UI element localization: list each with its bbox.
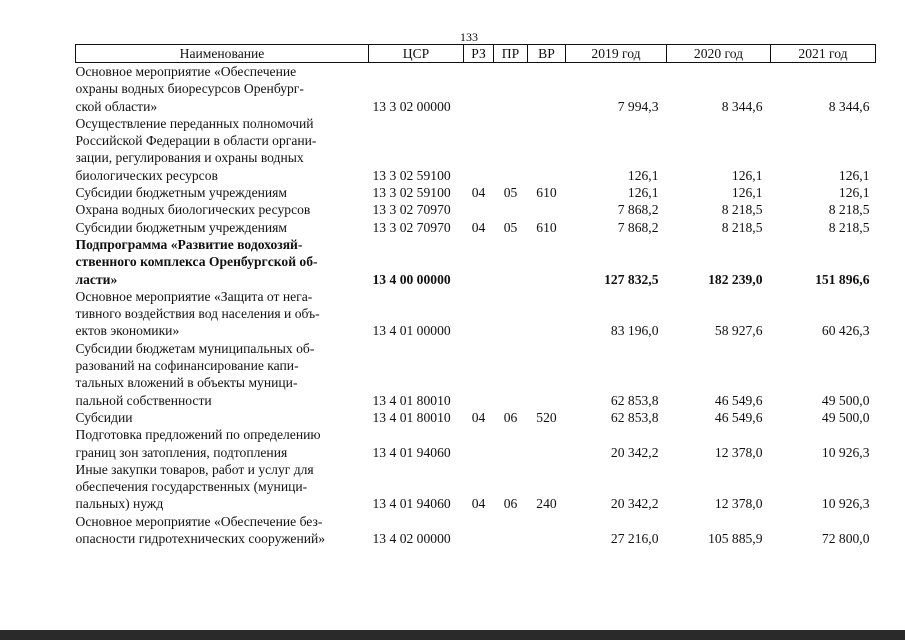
cell-rz: 04 <box>471 185 486 201</box>
header-csr: ЦСР <box>369 45 464 63</box>
cell-2019: 126,1 <box>627 185 659 201</box>
table-row <box>76 63 876 115</box>
table-row <box>76 115 876 184</box>
cell-rz <box>464 236 494 288</box>
cell-name: Основное мероприятие «Обеспечение без- опасности гидротехнических сооружений» <box>75 513 326 547</box>
table-row <box>76 409 876 426</box>
table-row <box>76 288 876 340</box>
cell-2020: 105 885,9 <box>708 531 763 547</box>
budget-table <box>75 44 876 547</box>
cell-2021: 8 218,5 <box>828 219 870 235</box>
cell-vr <box>528 426 566 461</box>
cell-2021: 126,1 <box>838 167 870 183</box>
header-2021: 2021 год <box>771 45 876 63</box>
cell-2021: 60 426,3 <box>821 323 870 339</box>
cell-pr: 06 <box>503 409 518 425</box>
cell-rz <box>464 513 494 548</box>
table-row <box>76 513 876 548</box>
cell-name: Основное мероприятие «Защита от нега- тивного воздействия вод населения и объ- ектов экономики» <box>75 288 320 339</box>
table-row <box>76 461 876 513</box>
header-2019: 2019 год <box>566 45 667 63</box>
cell-pr <box>494 340 528 409</box>
table-row <box>76 340 876 409</box>
cell-name: Осуществление переданных полномочий Российской Федерации в области органи- зации, регулирования и охраны водных биологических ресурсов <box>75 115 317 183</box>
cell-2021: 126,1 <box>838 185 870 201</box>
cell-csr: 13 3 02 00000 <box>372 98 451 114</box>
header-vr: ВР <box>528 45 566 63</box>
cell-rz: 04 <box>471 219 486 235</box>
cell-csr: 13 4 01 00000 <box>372 323 451 339</box>
cell-2020: 126,1 <box>731 167 763 183</box>
header-pr: ПР <box>494 45 528 63</box>
cell-vr: 240 <box>536 496 557 512</box>
cell-name: Субсидии бюджетам муниципальных об- разований на софинансирование капи- тальных вложений в объекты муници- пальной собственности <box>75 340 315 408</box>
page-number: 133 <box>460 30 478 44</box>
cell-2020: 12 378,0 <box>714 444 763 460</box>
cell-name: Субсидии бюджетным учреждениям <box>75 185 288 201</box>
cell-vr <box>528 63 566 115</box>
cell-name: Субсидии бюджетным учреждениям <box>75 219 288 235</box>
table-row <box>76 426 876 461</box>
cell-2021: 10 926,3 <box>821 444 870 460</box>
cell-vr: 610 <box>536 185 557 201</box>
cell-2020: 182 239,0 <box>708 271 763 287</box>
cell-2019: 62 853,8 <box>610 392 659 408</box>
cell-csr: 13 4 01 94060 <box>372 444 451 460</box>
header-name: Наименование <box>76 45 369 63</box>
cell-name: Подготовка предложений по определению границ зон затопления, подтопления <box>75 427 321 460</box>
cell-2021: 49 500,0 <box>821 392 870 408</box>
cell-csr: 13 3 02 59100 <box>372 185 451 201</box>
cell-csr: 13 4 02 00000 <box>372 531 451 547</box>
cell-2021: 151 896,6 <box>815 271 870 287</box>
cell-2019: 20 342,2 <box>610 496 659 512</box>
cell-2020: 126,1 <box>731 185 763 201</box>
scan-edge <box>0 630 905 640</box>
cell-csr: 13 4 01 94060 <box>372 496 451 512</box>
cell-2019: 127 832,5 <box>604 271 659 287</box>
cell-rz: 04 <box>471 496 486 512</box>
cell-pr <box>494 236 528 288</box>
cell-name: Подпрограмма «Развитие водохозяй- ственного комплекса Оренбургской об- ласти» <box>75 236 318 287</box>
table-row <box>76 219 876 236</box>
cell-vr <box>528 288 566 340</box>
cell-2020: 8 344,6 <box>721 98 763 114</box>
cell-vr <box>528 236 566 288</box>
cell-pr <box>494 426 528 461</box>
cell-vr: 610 <box>536 219 557 235</box>
cell-rz <box>464 115 494 184</box>
cell-csr: 13 4 00 00000 <box>372 271 451 287</box>
cell-pr <box>494 201 528 218</box>
cell-2021: 8 344,6 <box>828 98 870 114</box>
cell-pr: 05 <box>503 185 518 201</box>
cell-csr: 13 4 01 80010 <box>372 392 451 408</box>
cell-2019: 83 196,0 <box>610 323 659 339</box>
cell-vr <box>528 201 566 218</box>
cell-rz <box>464 340 494 409</box>
cell-vr <box>528 115 566 184</box>
cell-2019: 27 216,0 <box>610 531 659 547</box>
cell-rz: 04 <box>471 409 486 425</box>
cell-2019: 20 342,2 <box>610 444 659 460</box>
cell-2019: 7 994,3 <box>617 98 659 114</box>
cell-name: Основное мероприятие «Обеспечение охраны водных биоресурсов Оренбург- ской области» <box>75 64 304 114</box>
cell-name: Охрана водных биологических ресурсов <box>75 202 311 218</box>
cell-pr: 06 <box>503 496 518 512</box>
cell-pr <box>494 63 528 115</box>
cell-pr <box>494 513 528 548</box>
cell-2019: 62 853,8 <box>610 409 659 425</box>
cell-rz <box>464 426 494 461</box>
cell-2021: 8 218,5 <box>828 202 870 218</box>
cell-name: Иные закупки товаров, работ и услуг для обеспечения государственных (муници- пальных) нужд <box>75 461 314 512</box>
cell-rz <box>464 63 494 115</box>
cell-name: Субсидии <box>75 409 133 425</box>
table-row <box>76 236 876 288</box>
table-row <box>76 184 876 201</box>
cell-rz <box>464 288 494 340</box>
cell-2020: 46 549,6 <box>714 409 763 425</box>
cell-pr <box>494 115 528 184</box>
cell-2020: 46 549,6 <box>714 392 763 408</box>
cell-2021: 10 926,3 <box>821 496 870 512</box>
cell-2021: 49 500,0 <box>821 409 870 425</box>
table-header-row <box>76 45 876 63</box>
table-body <box>76 63 876 548</box>
cell-csr: 13 3 02 59100 <box>372 167 451 183</box>
cell-vr <box>528 513 566 548</box>
cell-2020: 12 378,0 <box>714 496 763 512</box>
cell-2019: 126,1 <box>627 167 659 183</box>
cell-vr <box>528 340 566 409</box>
cell-2020: 8 218,5 <box>721 219 763 235</box>
cell-2020: 8 218,5 <box>721 202 763 218</box>
cell-2020: 58 927,6 <box>714 323 763 339</box>
cell-rz <box>464 201 494 218</box>
cell-2019: 7 868,2 <box>617 202 659 218</box>
cell-2021: 72 800,0 <box>821 531 870 547</box>
header-rz: РЗ <box>464 45 494 63</box>
cell-2019: 7 868,2 <box>617 219 659 235</box>
cell-pr <box>494 288 528 340</box>
table-row <box>76 201 876 218</box>
cell-pr: 05 <box>503 219 518 235</box>
cell-csr: 13 3 02 70970 <box>372 219 451 235</box>
cell-csr: 13 4 01 80010 <box>372 409 451 425</box>
cell-csr: 13 3 02 70970 <box>372 202 451 218</box>
cell-vr: 520 <box>536 409 557 425</box>
header-2020: 2020 год <box>667 45 771 63</box>
